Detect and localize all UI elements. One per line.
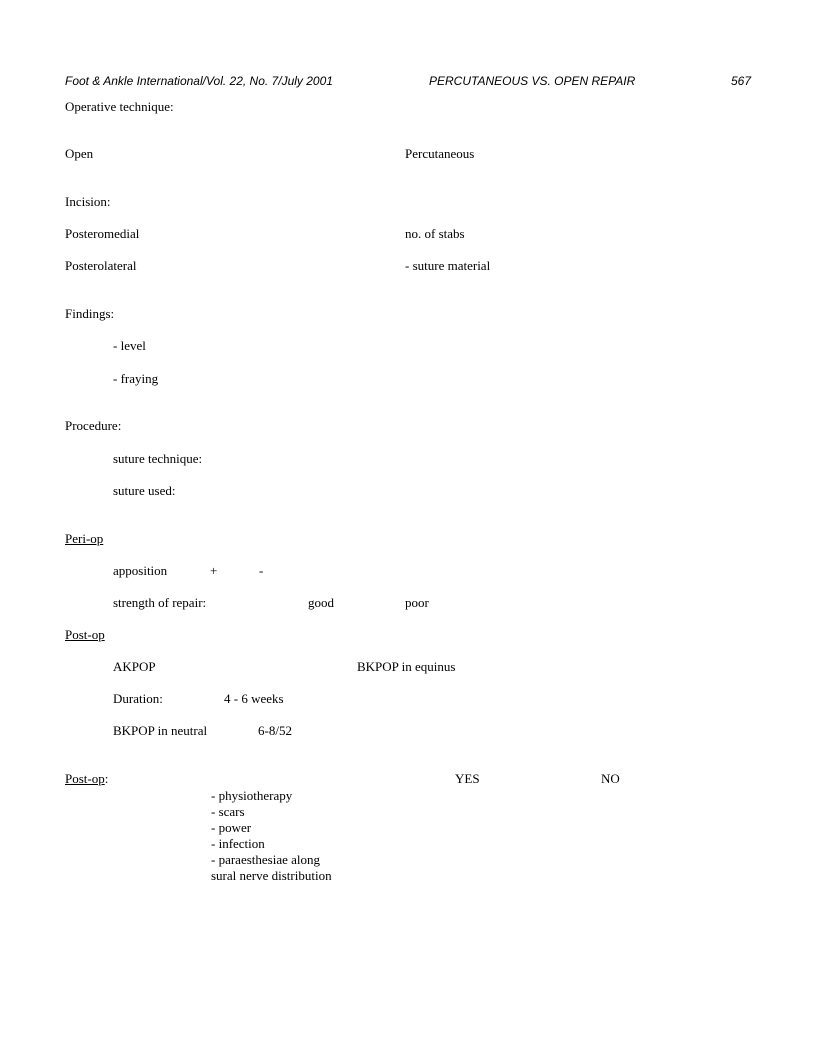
list-item: - power: [211, 820, 252, 835]
apposition-label: apposition: [113, 563, 168, 578]
duration-value: 4 - 6 weeks: [224, 691, 284, 706]
suture-material-label: - suture material: [405, 258, 491, 273]
apposition-plus: +: [210, 563, 218, 578]
open-label: Open: [65, 146, 94, 161]
no-of-stabs-label: no. of stabs: [405, 226, 465, 241]
percutaneous-label: Percutaneous: [405, 146, 475, 161]
incision-heading: Incision:: [65, 194, 111, 209]
list-item: - paraesthesiae along: [211, 852, 321, 867]
operative-technique-heading: Operative technique:: [65, 99, 174, 114]
akpop-label: AKPOP: [113, 659, 156, 674]
postop-outcomes-list: [211, 788, 332, 884]
procedure-heading: Procedure:: [65, 418, 122, 433]
yes-column-header: YES: [455, 771, 480, 786]
bkpop-neutral-label: BKPOP in neutral: [113, 723, 208, 738]
posteromedial-label: Posteromedial: [65, 226, 140, 241]
duration-label: Duration:: [113, 691, 163, 706]
strength-good: good: [308, 595, 334, 610]
periop-heading: Peri-op: [65, 531, 104, 546]
findings-heading: Findings:: [65, 306, 115, 321]
running-title: PERCUTANEOUS VS. OPEN REPAIR: [429, 74, 636, 88]
list-item: - scars: [211, 804, 245, 819]
postop-outcomes-heading: [65, 771, 108, 786]
suture-used-label: suture used:: [113, 483, 176, 498]
postop-outcomes-label: Post-op: [65, 771, 105, 786]
list-item: - physiotherapy: [211, 788, 293, 803]
journal-header: Foot & Ankle International/Vol. 22, No. 7/July 2001: [65, 74, 333, 88]
postop-outcomes-colon: :: [104, 771, 109, 786]
fraying-label: - fraying: [113, 371, 159, 386]
list-item: sural nerve distribution: [211, 868, 332, 883]
postop-heading: Post-op: [65, 627, 105, 642]
strength-poor: poor: [405, 595, 429, 610]
suture-technique-label: suture technique:: [113, 451, 203, 466]
level-label: - level: [113, 338, 146, 353]
bkpop-equinus-label: BKPOP in equinus: [357, 659, 456, 674]
page-number: 567: [731, 74, 752, 88]
bkpop-neutral-value: 6-8/52: [258, 723, 292, 738]
apposition-minus: -: [259, 563, 264, 578]
no-column-header: NO: [601, 771, 620, 786]
list-item: - infection: [211, 836, 265, 851]
posterolateral-label: Posterolateral: [65, 258, 137, 273]
strength-of-repair-label: strength of repair:: [113, 595, 207, 610]
